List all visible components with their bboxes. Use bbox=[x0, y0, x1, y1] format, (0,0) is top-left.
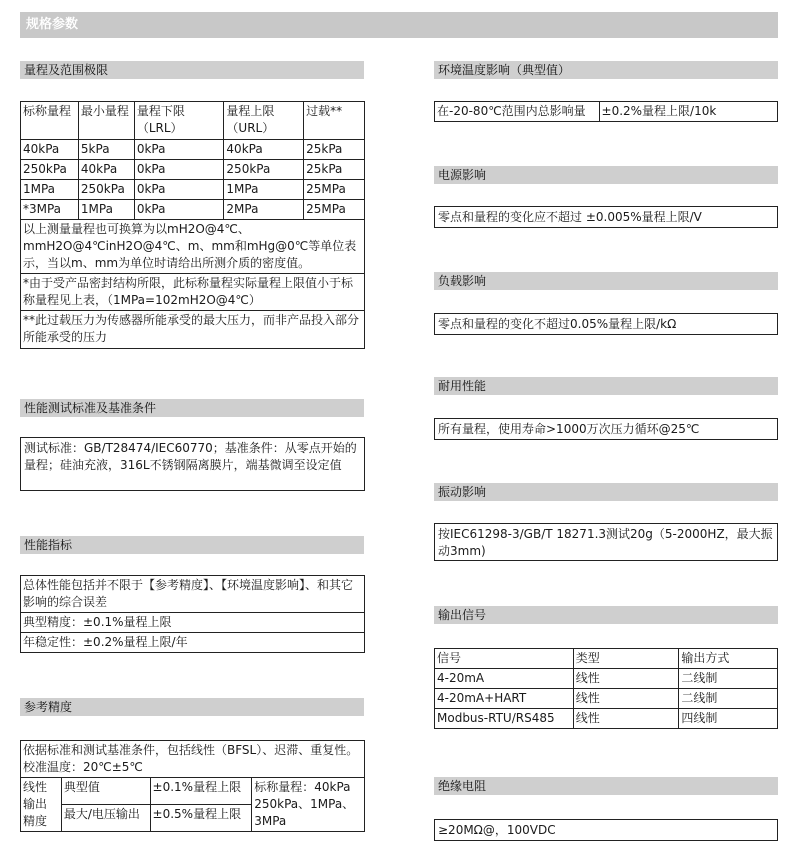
section-title-power: 电源影响 bbox=[434, 166, 778, 184]
table-row bbox=[21, 220, 365, 274]
accuracy-table bbox=[20, 740, 365, 832]
header-cell: 量程下限 （LRL） bbox=[134, 102, 224, 140]
table-row bbox=[21, 274, 365, 311]
section-title-standard: 性能测试标准及基准条件 bbox=[20, 399, 364, 417]
section-title-performance: 性能指标 bbox=[20, 536, 364, 554]
table-cell: 二线制 bbox=[679, 669, 778, 689]
table-row bbox=[21, 140, 365, 160]
performance-typical: 典型精度：±0.1%量程上限 bbox=[21, 613, 365, 633]
table-cell: 40kPa bbox=[21, 140, 79, 160]
accuracy-description: 依据标准和测试基准条件，包括线性（BFSL）、迟滞、重复性。校准温度：20℃±5℃ bbox=[21, 741, 365, 778]
range-note-overload: **此过载压力为传感器所能承受的最大压力，而非产品投入部分所能承受的压力 bbox=[21, 311, 365, 349]
header-cell: 信号 bbox=[435, 649, 574, 669]
standard-text: 测试标准：GB/T28474/IEC60770；基准条件：从零点开始的量程；硅油充液，316L不锈钢隔离膜片，端基微调至设定值 bbox=[20, 437, 365, 491]
section-title-durability: 耐用性能 bbox=[434, 377, 778, 395]
durability-text: 所有量程，使用寿命>1000万次压力循环@25℃ bbox=[434, 418, 778, 440]
table-row bbox=[435, 669, 778, 689]
table-cell: 0kPa bbox=[134, 140, 224, 160]
table-cell: 250kPa bbox=[21, 160, 79, 180]
table-cell: 线性 bbox=[573, 689, 679, 709]
table-row bbox=[21, 613, 365, 633]
table-cell: 四线制 bbox=[679, 709, 778, 729]
header-cell: 类型 bbox=[573, 649, 679, 669]
table-row bbox=[21, 741, 365, 778]
table-cell: 5kPa bbox=[78, 140, 134, 160]
range-table bbox=[20, 101, 365, 349]
table-cell: 线性 bbox=[573, 669, 679, 689]
section-title-temperature: 环境温度影响（典型值） bbox=[434, 61, 778, 79]
table-cell: 250kPa bbox=[78, 180, 134, 200]
table-cell: 二线制 bbox=[679, 689, 778, 709]
performance-stability: 年稳定性：±0.2%量程上限/年 bbox=[21, 633, 365, 653]
output-table bbox=[434, 648, 778, 729]
table-cell: 25MPa bbox=[304, 200, 365, 220]
table-row bbox=[435, 102, 778, 122]
section-title-accuracy: 参考精度 bbox=[20, 698, 364, 716]
insulation-text: ≥20MΩ@，100VDC bbox=[434, 819, 778, 841]
header-cell: 过载** bbox=[304, 102, 365, 140]
table-cell: 0kPa bbox=[134, 200, 224, 220]
temperature-value: ±0.2%量程上限/10k bbox=[599, 102, 777, 122]
table-row bbox=[21, 180, 365, 200]
table-row bbox=[435, 709, 778, 729]
table-cell: 25MPa bbox=[304, 180, 365, 200]
table-cell: 4-20mA+HART bbox=[435, 689, 574, 709]
table-cell: 25kPa bbox=[304, 160, 365, 180]
accuracy-max-value: ±0.5%量程上限 bbox=[150, 805, 252, 832]
section-title-output: 输出信号 bbox=[434, 606, 778, 624]
accuracy-ranges: 标称量程：40kPa 250kPa、1MPa、3MPa bbox=[252, 778, 365, 832]
table-cell: 250kPa bbox=[224, 160, 304, 180]
table-cell: Modbus-RTU/RS485 bbox=[435, 709, 574, 729]
output-table-header bbox=[435, 649, 778, 669]
range-note-seal: *由于受产品密封结构所限，此标称量程实际量程上限值小于标称量程见上表，（1MPa=102mH2O@4℃） bbox=[21, 274, 365, 311]
vibration-text: 按IEC61298-3/GB/T 18271.3测试20g（5-2000HZ，最大振动3mm) bbox=[434, 523, 778, 561]
table-row bbox=[21, 633, 365, 653]
header-cell: 最小量程 bbox=[78, 102, 134, 140]
section-title-load: 负载影响 bbox=[434, 272, 778, 290]
temperature-label: 在-20-80℃范围内总影响量 bbox=[435, 102, 600, 122]
table-cell: 2MPa bbox=[224, 200, 304, 220]
table-row bbox=[21, 311, 365, 349]
table-row bbox=[21, 200, 365, 220]
table-cell: *3MPa bbox=[21, 200, 79, 220]
page-title: 规格参数 bbox=[20, 12, 778, 38]
power-text: 零点和量程的变化应不超过 ±0.005%量程上限/V bbox=[434, 206, 778, 228]
table-cell: 1MPa bbox=[78, 200, 134, 220]
range-table-header bbox=[21, 102, 365, 140]
table-cell: 40kPa bbox=[224, 140, 304, 160]
table-cell: 1MPa bbox=[21, 180, 79, 200]
table-row bbox=[21, 778, 365, 805]
header-cell: 标称量程 bbox=[21, 102, 79, 140]
section-title-range: 量程及范围极限 bbox=[20, 61, 364, 79]
accuracy-typical-label: 典型值 bbox=[61, 778, 150, 805]
temperature-table bbox=[434, 101, 778, 122]
load-text: 零点和量程的变化不超过0.05%量程上限/kΩ bbox=[434, 313, 778, 335]
header-cell: 输出方式 bbox=[679, 649, 778, 669]
table-cell: 0kPa bbox=[134, 180, 224, 200]
table-row bbox=[21, 160, 365, 180]
table-cell: 25kPa bbox=[304, 140, 365, 160]
table-cell: 4-20mA bbox=[435, 669, 574, 689]
range-note-units: 以上测量量程也可换算为以mH2O@4℃、mmH2O@4℃inH2O@4℃、m、mm和mHg@0℃等单位表示，当以m、mm为单位时请给出所测介质的密度值。 bbox=[21, 220, 365, 274]
section-title-vibration: 振动影响 bbox=[434, 483, 778, 501]
accuracy-typical-value: ±0.1%量程上限 bbox=[150, 778, 252, 805]
table-cell: 线性 bbox=[573, 709, 679, 729]
performance-overall: 总体性能包括并不限于【参考精度】、【环境温度影响】、和其它影响的综合误差 bbox=[21, 576, 365, 613]
accuracy-max-label: 最大/电压输出 bbox=[61, 805, 150, 832]
table-row bbox=[21, 576, 365, 613]
section-title-insulation: 绝缘电阻 bbox=[434, 777, 778, 795]
table-cell: 40kPa bbox=[78, 160, 134, 180]
table-cell: 0kPa bbox=[134, 160, 224, 180]
header-cell: 量程上限 （URL） bbox=[224, 102, 304, 140]
table-row bbox=[435, 689, 778, 709]
table-cell: 1MPa bbox=[224, 180, 304, 200]
accuracy-label: 线性输出精度 bbox=[21, 778, 62, 832]
performance-table bbox=[20, 575, 365, 653]
